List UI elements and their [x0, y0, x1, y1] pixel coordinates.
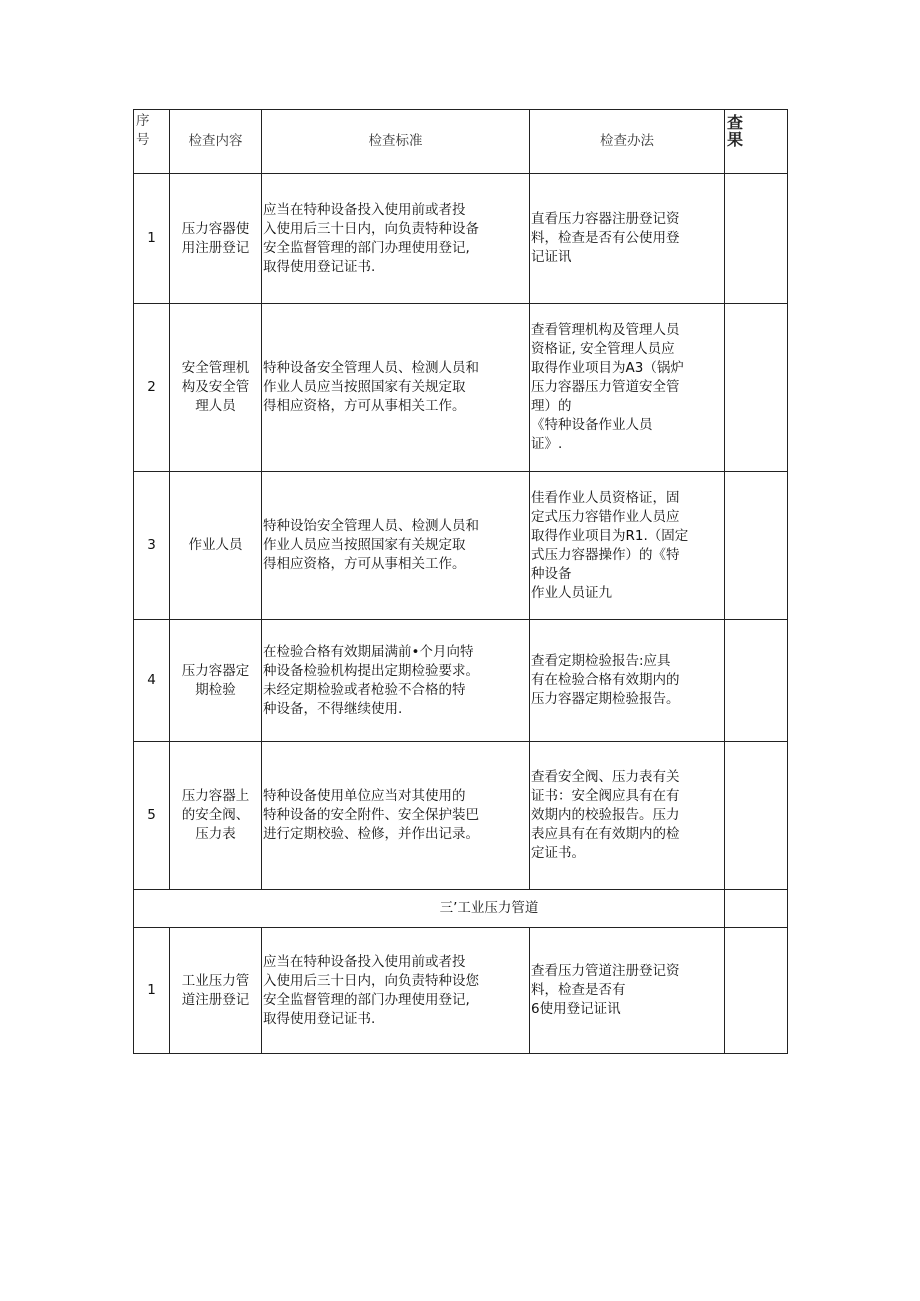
- table-row: [134, 928, 788, 1054]
- header-item: 检查内容: [170, 110, 262, 174]
- row-standard: 特种设备使用单位应当对其使用的 特种设备的安全附件、安全保护装巴 进行定期校验、检修，并作出记录。: [262, 742, 530, 890]
- row-method: 直看压力容器注册登记资 料，检查是否有公使用登 记证讯: [530, 174, 725, 304]
- row-item: 作业人员: [170, 472, 262, 620]
- header-seq: 序 号: [134, 110, 170, 174]
- section-title: 三’工业压力管道: [134, 890, 725, 928]
- row-seq: 5: [134, 742, 170, 890]
- row-standard: 特种设饴安全管理人员、检测人员和 作业人员应当按照国家有关规定取 得相应资格，方可从事相关工作。: [262, 472, 530, 620]
- table-row: [134, 304, 788, 472]
- row-seq: 1: [134, 174, 170, 304]
- inspection-table: [133, 109, 788, 1054]
- row-method: 查看安全阀、压力表有关 证书：安全阀应具有在有 效期内的校验报告。压力 表应具有在有效期内的检 定证书。: [530, 742, 725, 890]
- header-standard: 检查标准: [262, 110, 530, 174]
- table-row: [134, 742, 788, 890]
- row-seq: 1: [134, 928, 170, 1054]
- row-item: 安全管理机 构及安全管 理人员: [170, 304, 262, 472]
- row-standard: 应当在特种设备投入使用前或者投 入使用后三十日内，向负责特种设备 安全监督管理的部门办理使用登记, 取得使用登记证书.: [262, 174, 530, 304]
- table-row: [134, 472, 788, 620]
- row-standard: 在检验合格有效期届满前•个月向特 种设备检验机构提出定期检验要求。 未经定期检验或者枪验不合格的特 种设备，不得继续使用.: [262, 620, 530, 742]
- row-result: [725, 928, 788, 1054]
- row-result: [725, 174, 788, 304]
- row-seq: 2: [134, 304, 170, 472]
- section-result: [725, 890, 788, 928]
- row-method: 查看压力管道注册登记资 料，检查是否有 6使用登记证讯: [530, 928, 725, 1054]
- row-method: 查看定期检验报告:应具 有在检验合格有效期内的 压力容器定期检验报告。: [530, 620, 725, 742]
- row-result: [725, 472, 788, 620]
- row-method: 佳看作业人员资格证，固 定式压力容错作业人员应 取得作业项目为R1.（固定 式压力容器操作）的《特 种设备 作业人员证九: [530, 472, 725, 620]
- table-row: [134, 620, 788, 742]
- row-seq: 4: [134, 620, 170, 742]
- row-standard: 应当在特种设备投入使用前或者投 入使用后三十日内，向负责特种设您 安全监督管理的部门办理使用登记, 取得使用登记证书.: [262, 928, 530, 1054]
- row-result: [725, 742, 788, 890]
- section-row: [134, 890, 788, 928]
- header-result: 查 果: [725, 110, 788, 174]
- row-method: 查看管理机构及管理人员 资格证, 安全管理人员应 取得作业项目为A3（锅炉 压力容器压力管道安全管 理）的 《特种设备作业人员 证》.: [530, 304, 725, 472]
- header-row: [134, 110, 788, 174]
- table-row: [134, 174, 788, 304]
- row-standard: 特种设备安全管理人员、检测人员和 作业人员应当按照国家有关规定取 得相应资格，方可从事相关工作。: [262, 304, 530, 472]
- row-item: 工业压力管 道注册登记: [170, 928, 262, 1054]
- row-result: [725, 304, 788, 472]
- row-result: [725, 620, 788, 742]
- row-seq: 3: [134, 472, 170, 620]
- row-item: 压力容器使 用注册登记: [170, 174, 262, 304]
- header-method: 检查办法: [530, 110, 725, 174]
- row-item: 压力容器上 的安全阀、 压力表: [170, 742, 262, 890]
- row-item: 压力容器定 期检验: [170, 620, 262, 742]
